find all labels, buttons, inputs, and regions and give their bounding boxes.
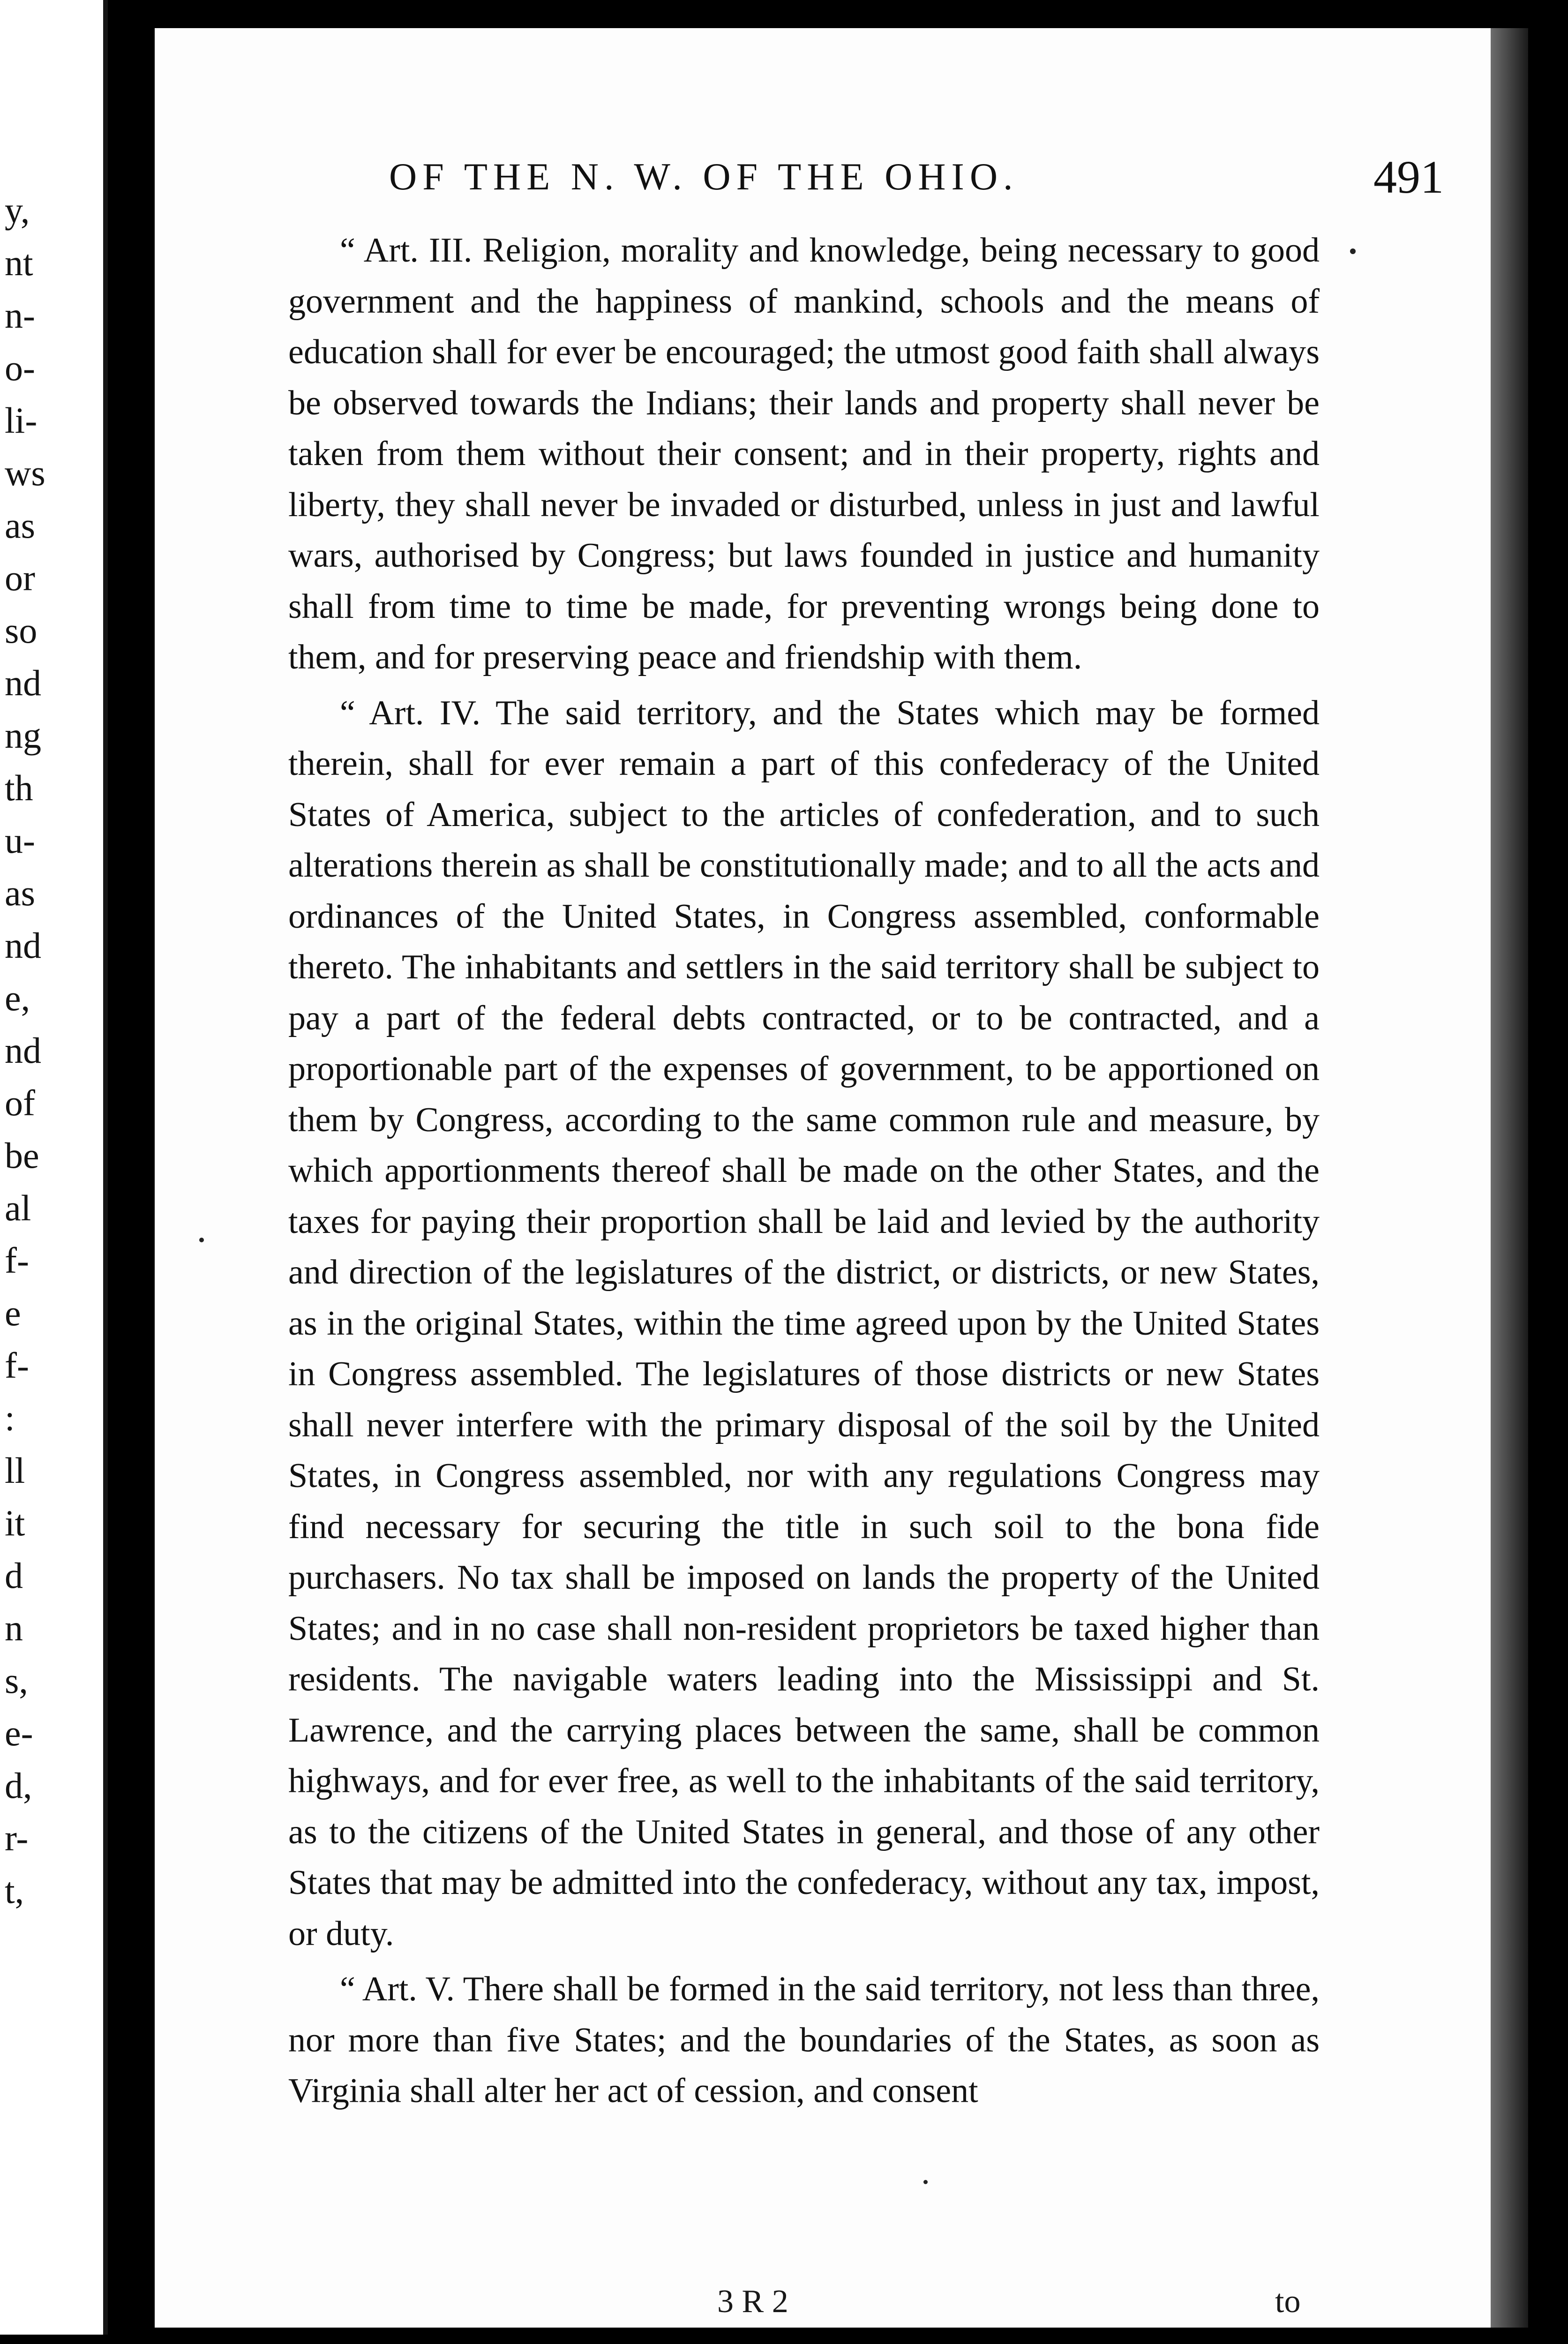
page-edge-shadow	[1491, 28, 1528, 2328]
signature-mark: 3 R 2	[717, 2284, 788, 2320]
facing-page-fragment: li-	[5, 400, 38, 441]
paragraph-art-v: “ Art. V. There shall be formed in the said territory, not less than three, nor more than five States; and the boundaries of the States, as soon as Virginia shall alter her act of cession, and consent	[288, 1970, 1320, 2110]
ink-speck	[199, 1238, 204, 1242]
running-head	[389, 150, 1467, 206]
facing-page-fragment: o-	[5, 347, 35, 388]
facing-page-fragment: nd	[5, 925, 41, 966]
facing-page-fragment: e,	[5, 977, 30, 1018]
page-number: 491	[1373, 151, 1444, 203]
facing-page-fragment: f-	[5, 1345, 29, 1386]
facing-page-fragment: al	[5, 1187, 31, 1228]
facing-page-fragment: of	[5, 1082, 35, 1123]
facing-page-fragment: nt	[5, 242, 33, 283]
facing-page-fragment: :	[5, 1397, 15, 1438]
facing-page-fragment: or	[5, 557, 35, 598]
paragraph-art-iii: “ Art. III. Religion, morality and knowledge, being necessary to good government and the happiness of mankind, schools and the means of education shall for ever be encouraged; the utmost good faith shall always be observed towards the Indians; their lands and property shall never be taken from them without their consent; and in their property, rights and liberty, they shall never be invaded or disturbed, unless in just and lawful wars, authorised by Congress; but laws founded in justice and humanity shall from time to time be made, for preventing wrongs being done to them, and for preserving peace and friendship with them.	[288, 231, 1320, 676]
facing-page-fragment: t,	[5, 1870, 24, 1911]
facing-page-fragment: it	[5, 1503, 25, 1543]
facing-page-fragment: ws	[5, 452, 45, 493]
facing-page-fragment: e-	[5, 1713, 33, 1753]
body-text	[288, 225, 1320, 2117]
facing-page-fragment: as	[5, 872, 35, 913]
facing-page-fragment: n	[5, 1608, 23, 1648]
running-head-title: OF THE N. W. OF THE OHIO.	[389, 155, 1019, 198]
facing-page-fragment: ll	[5, 1450, 25, 1491]
facing-page-fragment: s,	[5, 1660, 28, 1701]
facing-page-fragment: nd	[5, 1030, 41, 1071]
book-page	[155, 28, 1491, 2328]
facing-page-fragment: r-	[5, 1818, 29, 1858]
facing-page-fragment: so	[5, 610, 38, 651]
facing-page-fragment: d	[5, 1555, 23, 1596]
facing-page-fragment: be	[5, 1135, 39, 1176]
paragraph-art-iv: “ Art. IV. The said territory, and the States which may be formed therein, shall for ever remain a part of this confederacy of the United States of America, subject to the articles of confederation, and to such alterations therein as shall be constitutionally made; and to all the acts and ordinances of the United States, in Congress assembled, conformable thereto. The inhabitants and settlers in the said territory shall be subject to pay a part of the federal debts contracted, or to be contracted, and a proportionable part of the expenses of government, to be apportioned on them by Congress, according to the same common rule and measure, by which apportionments thereof shall be made on the other States, and the taxes for paying their proportion shall be laid and levied by the authority and direction of the legislatures of the district, or districts, or new States, as in the original States, within the time agreed upon by the United States in Congress assembled. The legislatures of those districts or new States shall never interfere with the primary disposal of the soil by the United States, in Congress assembled, nor with any regulations Congress may find necessary for securing the title in such soil to the bona fide purchasers. No tax shall be imposed on lands the property of the United States; and in no case shall non-resident proprietors be taxed higher than residents. The navigable waters leading into the Mississippi and St. Lawrence, and the carrying places between the same, shall be common highways, and for ever free, as well to the inhabitants of the said territory, as to the citizens of the United States in general, and those of any other States that may be admitted into the confederacy, without any tax, impost, or duty.	[288, 693, 1320, 1953]
facing-page-fragment: u-	[5, 820, 35, 861]
facing-page-fragment: as	[5, 505, 35, 546]
facing-page-fragment: f-	[5, 1240, 29, 1281]
facing-page-edge	[0, 0, 108, 2335]
facing-page-fragment: e	[5, 1292, 21, 1333]
facing-page-fragment: th	[5, 767, 33, 808]
facing-page-fragment: ng	[5, 715, 41, 756]
facing-page-fragment: nd	[5, 662, 41, 703]
catchword: to	[1275, 2284, 1301, 2320]
ink-speck	[923, 2180, 928, 2184]
facing-page-fragment: d,	[5, 1765, 32, 1806]
ink-speck	[1350, 248, 1356, 254]
facing-page-fragment: y,	[5, 190, 30, 231]
facing-page-fragment: n-	[5, 295, 35, 336]
